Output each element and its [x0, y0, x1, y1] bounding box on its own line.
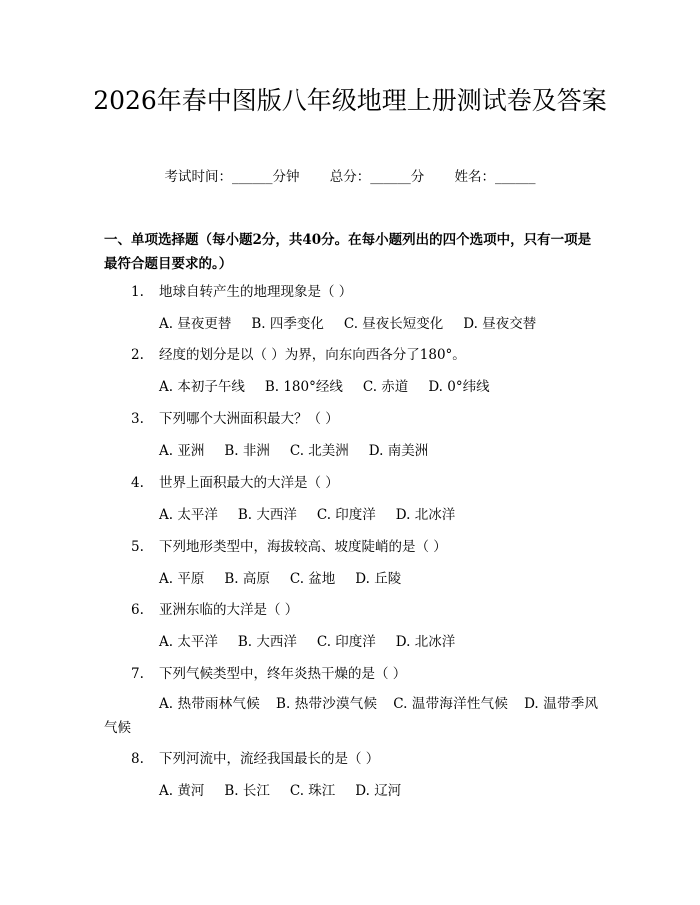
option: A. 平原: [159, 571, 205, 587]
option: B. 高原: [224, 571, 270, 587]
question-text: 下列地形类型中，海拔较高、坡度陡峭的是（ ）: [159, 539, 447, 555]
question-text: 亚洲东临的大洋是（ ）: [159, 602, 299, 618]
page-title: 2026年春中图版八年级地理上册测试卷及答案: [93, 86, 607, 115]
exam-time: 考试时间：______分钟: [164, 169, 300, 185]
question-4-options: [159, 505, 475, 525]
question-6: [131, 600, 298, 620]
option: D. 北冰洋: [395, 507, 456, 523]
option: A. 昼夜更替: [159, 316, 232, 332]
question-3: [131, 409, 339, 429]
option: A. 热带雨林气候: [159, 696, 261, 712]
option: D. 昼夜交替: [463, 316, 537, 332]
option: D. 0°纬线: [428, 379, 490, 395]
question-number: 2.: [131, 347, 144, 363]
option: C. 盆地: [289, 571, 336, 587]
option: B. 大西洋: [237, 634, 297, 650]
exam-name: 姓名：______: [454, 169, 536, 185]
option: C. 印度洋: [316, 634, 376, 650]
question-3-options: [159, 441, 448, 461]
question-2-options: [159, 377, 510, 397]
option: D. 北冰洋: [395, 634, 456, 650]
option: A. 黄河: [159, 783, 205, 799]
option: A. 本初子午线: [159, 379, 245, 395]
question-number: 3.: [131, 411, 144, 427]
option: B. 180°经线: [264, 379, 343, 395]
option: A. 太平洋: [159, 634, 218, 650]
question-7-options: [104, 692, 598, 740]
question-text: 下列哪个大洲面积最大？（ ）: [159, 411, 339, 427]
question-number: 8.: [131, 751, 144, 767]
question-text: 地球自转产生的地理现象是（ ）: [159, 284, 353, 300]
option: C. 北美洲: [289, 443, 349, 459]
option: A. 亚洲: [159, 443, 205, 459]
exam-score: 总分：______分: [329, 169, 425, 185]
question-4: [131, 473, 339, 493]
option: B. 非洲: [224, 443, 270, 459]
question-6-options: [159, 632, 475, 652]
question-number: 1.: [131, 284, 144, 300]
section-heading: 一、单项选择题（每小题2分，共40分。在每小题列出的四个选项中，只有一项是最符合题目要求的。）: [104, 232, 592, 272]
option: A. 太平洋: [159, 507, 218, 523]
question-number: 4.: [131, 475, 144, 491]
question-text: 下列河流中，流经我国最长的是（ ）: [159, 751, 380, 767]
question-text: 世界上面积最大的大洋是（ ）: [159, 475, 339, 491]
option: B. 大西洋: [237, 507, 297, 523]
option: C. 印度洋: [316, 507, 376, 523]
option: C. 赤道: [362, 379, 409, 395]
option: C. 昼夜长短变化: [343, 316, 444, 332]
question-7: [131, 664, 406, 684]
question-8: [131, 749, 379, 769]
exam-meta: [0, 167, 700, 187]
option: C. 珠江: [289, 783, 336, 799]
option: D. 丘陵: [355, 571, 402, 587]
option: D. 辽河: [355, 783, 402, 799]
option: B. 长江: [224, 783, 270, 799]
question-2: [131, 345, 466, 365]
question-number: 7.: [131, 666, 144, 682]
option: B. 热带沙漠气候: [276, 696, 378, 712]
question-number: 6.: [131, 602, 144, 618]
option: D. 南美洲: [368, 443, 429, 459]
option: D. 温带季风气候: [104, 696, 598, 736]
question-1: [131, 282, 352, 302]
question-number: 5.: [131, 539, 144, 555]
question-5: [131, 537, 447, 557]
question-5-options: [159, 569, 421, 589]
question-8-options: [159, 781, 421, 801]
option: B. 四季变化: [251, 316, 324, 332]
question-text: 下列气候类型中，终年炎热干燥的是（ ）: [159, 666, 407, 682]
question-1-options: [159, 314, 556, 334]
question-text: 经度的划分是以（ ）为界，向东向西各分了180°。: [159, 347, 466, 363]
option: C. 温带海洋性气候: [393, 696, 509, 712]
